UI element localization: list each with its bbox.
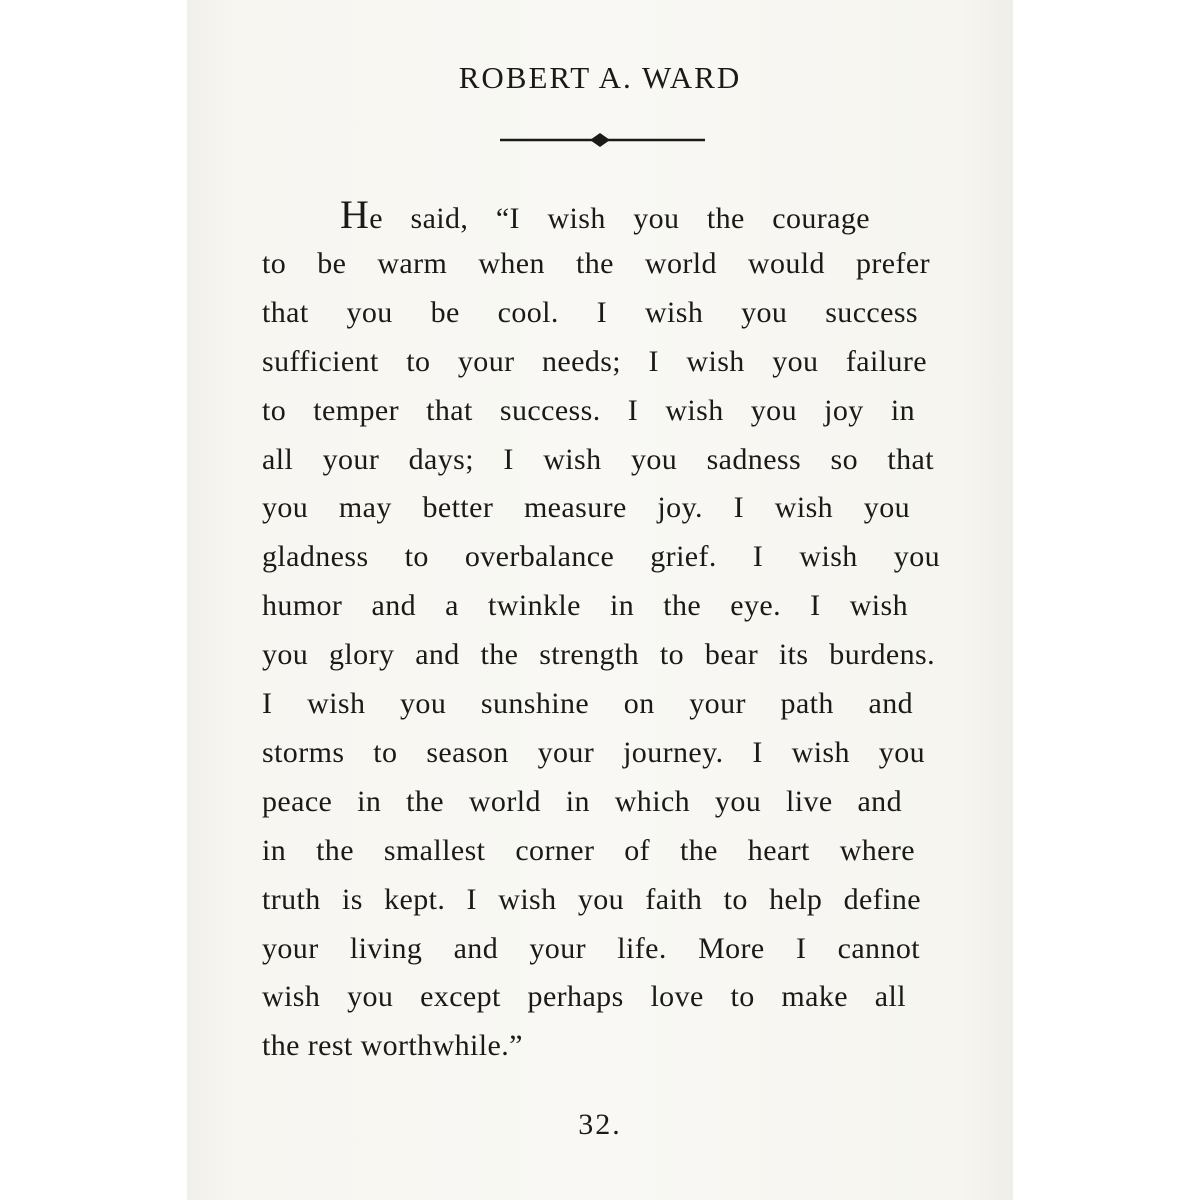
- ornament-divider-icon: [500, 130, 705, 150]
- quote-line: peace in the world in which you live and: [262, 784, 902, 818]
- quote-line: the rest worthwhile.”: [262, 1029, 523, 1063]
- quote-line: humor and a twinkle in the eye. I wish: [262, 589, 908, 623]
- quote-line: your living and your life. More I cannot: [262, 931, 920, 965]
- quote-line: that you be cool. I wish you success: [262, 295, 918, 329]
- quote-line: storms to season your journey. I wish you: [262, 735, 925, 769]
- drop-cap: H: [340, 192, 370, 237]
- quote-line: wish you except perhaps love to make all: [262, 980, 906, 1014]
- quote-line: to be warm when the world would prefer: [262, 246, 930, 280]
- quote-line: sufficient to your needs; I wish you failure: [262, 344, 927, 378]
- quote-line: you glory and the strength to bear its burdens.: [262, 638, 935, 672]
- quote-line: I wish you sunshine on your path and: [262, 687, 913, 720]
- quote-line: [340, 192, 870, 237]
- page-number: 32.: [578, 1108, 622, 1141]
- quote-line: in the smallest corner of the heart where: [262, 833, 915, 867]
- quote-line: to temper that success. I wish you joy in: [262, 393, 915, 427]
- quote-line: truth is kept. I wish you faith to help define: [262, 882, 921, 916]
- quote-line: you may better measure joy. I wish you: [262, 491, 910, 525]
- quote-line: gladness to overbalance grief. I wish you: [262, 540, 940, 574]
- quote-line: all your days; I wish you sadness so that: [262, 442, 934, 476]
- page-title: ROBERT A. WARD: [458, 60, 742, 95]
- quote-line-text: e said, “I wish you the courage: [369, 202, 870, 235]
